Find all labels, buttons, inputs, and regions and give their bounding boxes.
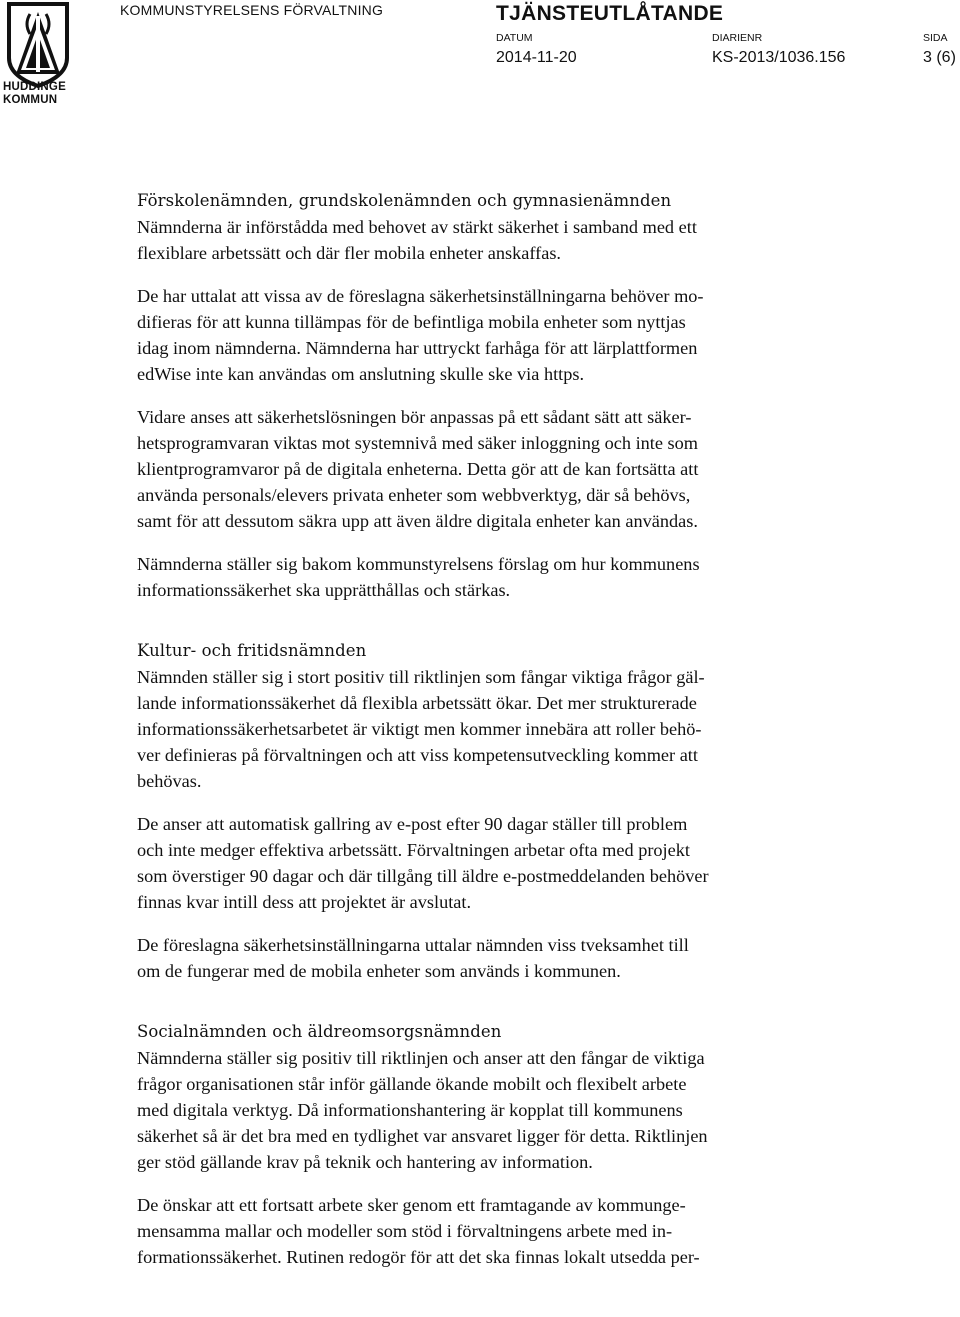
page-number-value: 3 (6) <box>923 49 956 66</box>
page-label: SIDA <box>923 32 948 44</box>
document-body <box>137 188 837 1270</box>
paragraph: Vidare anses att säkerhetslösningen bör anpassas på ett sådant sätt att säker- hetsprogramvaran viktas mot systemnivå med säker inloggning och inte som klientprogramvaror på de digitala enheterna. Detta gör att de kan fortsätta att använda personals/elevers privata enheter som webbverktyg, där så behövs, samt för att dessutom säkra upp att även äldre digitala enheter kan användas. <box>137 407 699 531</box>
organization-name: KOMMUNSTYRELSENS FÖRVALTNING <box>120 2 384 18</box>
paragraph: Nämnden ställer sig i stort positiv till riktlinjen som fångar viktiga frågor gäl- lande informationssäkerhet då flexibla arbetssätt ökar. Det mer strukturerade informationssäkerhetsarbetet är viktigt men kommer innebära att roller behö- ver definieras på förvaltningen och att viss kompetensutveckling kommer att behövas. <box>137 667 705 791</box>
section-heading-culture-leisure: Kultur- och fritidsnämnden <box>137 641 367 660</box>
date-label: DATUM <box>496 32 533 44</box>
reference-number-label: DIARIENR <box>712 32 763 44</box>
logo-text-line-1: HUDDINGE <box>3 81 66 93</box>
paragraph: De önskar att ett fortsatt arbete sker genom ett framtagande av kommunge- mensamma mallar och modeller som stöd i förvaltningens arbete med in- formationssäkerhet. Rutinen redogör för att det ska finnas lokalt utsedda per- <box>137 1195 700 1267</box>
section-heading-school-boards: Förskolenämnden, grundskolenämnden och gymnasienämnden <box>137 191 672 210</box>
document-type-title: TJÄNSTEUTLÅTANDE <box>496 2 724 25</box>
paragraph: Nämnderna ställer sig positiv till riktlinjen och anser att den fångar de viktiga frågor organisationen står inför gällande ökande mobilt och flexibelt arbete med digitala verktyg. Då informationshantering är kopplat till kommunens säkerhet så är det bra med en tydlighet var ansvaret ligger för detta. Riktlinjen ger stöd gällande krav på teknik och hantering av information. <box>137 1048 708 1172</box>
paragraph: Nämnderna är införstådda med behovet av stärkt säkerhet i samband med ett flexiblare arbetssätt och där fler mobila enheter anskaffas. <box>137 217 697 263</box>
paragraph: De anser att automatisk gallring av e-post efter 90 dagar ställer till problem och inte medger effektiva arbetssätt. Förvaltningen arbetar ofta med projekt som överstiger 90 dagar och där tillgång till äldre e-postmeddelanden behöver finnas kvar intill dess att projektet är avslutat. <box>137 814 709 912</box>
paragraph: De har uttalat att vissa av de föreslagna säkerhetsinställningarna behöver mo- difieras för att kunna tillämpas för de befintliga mobila enheter som nyttjas idag inom nämnderna. Nämnderna har uttryckt farhåga för att lärplattformen edWise inte kan användas om anslutning skulle ske via https. <box>137 286 704 384</box>
paragraph: Nämnderna ställer sig bakom kommunstyrelsens förslag om hur kommunens informationssäkerhet ska upprätthållas och stärkas. <box>137 554 700 600</box>
paragraph: De föreslagna säkerhetsinställningarna uttalar nämnden viss tveksamhet till om de fungerar med de mobila enheter som används i kommunen. <box>137 935 689 981</box>
date-value: 2014-11-20 <box>496 49 577 66</box>
section-heading-social-elderly-care: Socialnämnden och äldreomsorgsnämnden <box>137 1022 502 1041</box>
reference-number-value: KS-2013/1036.156 <box>712 49 846 66</box>
logo-text-line-2: KOMMUN <box>3 94 58 106</box>
